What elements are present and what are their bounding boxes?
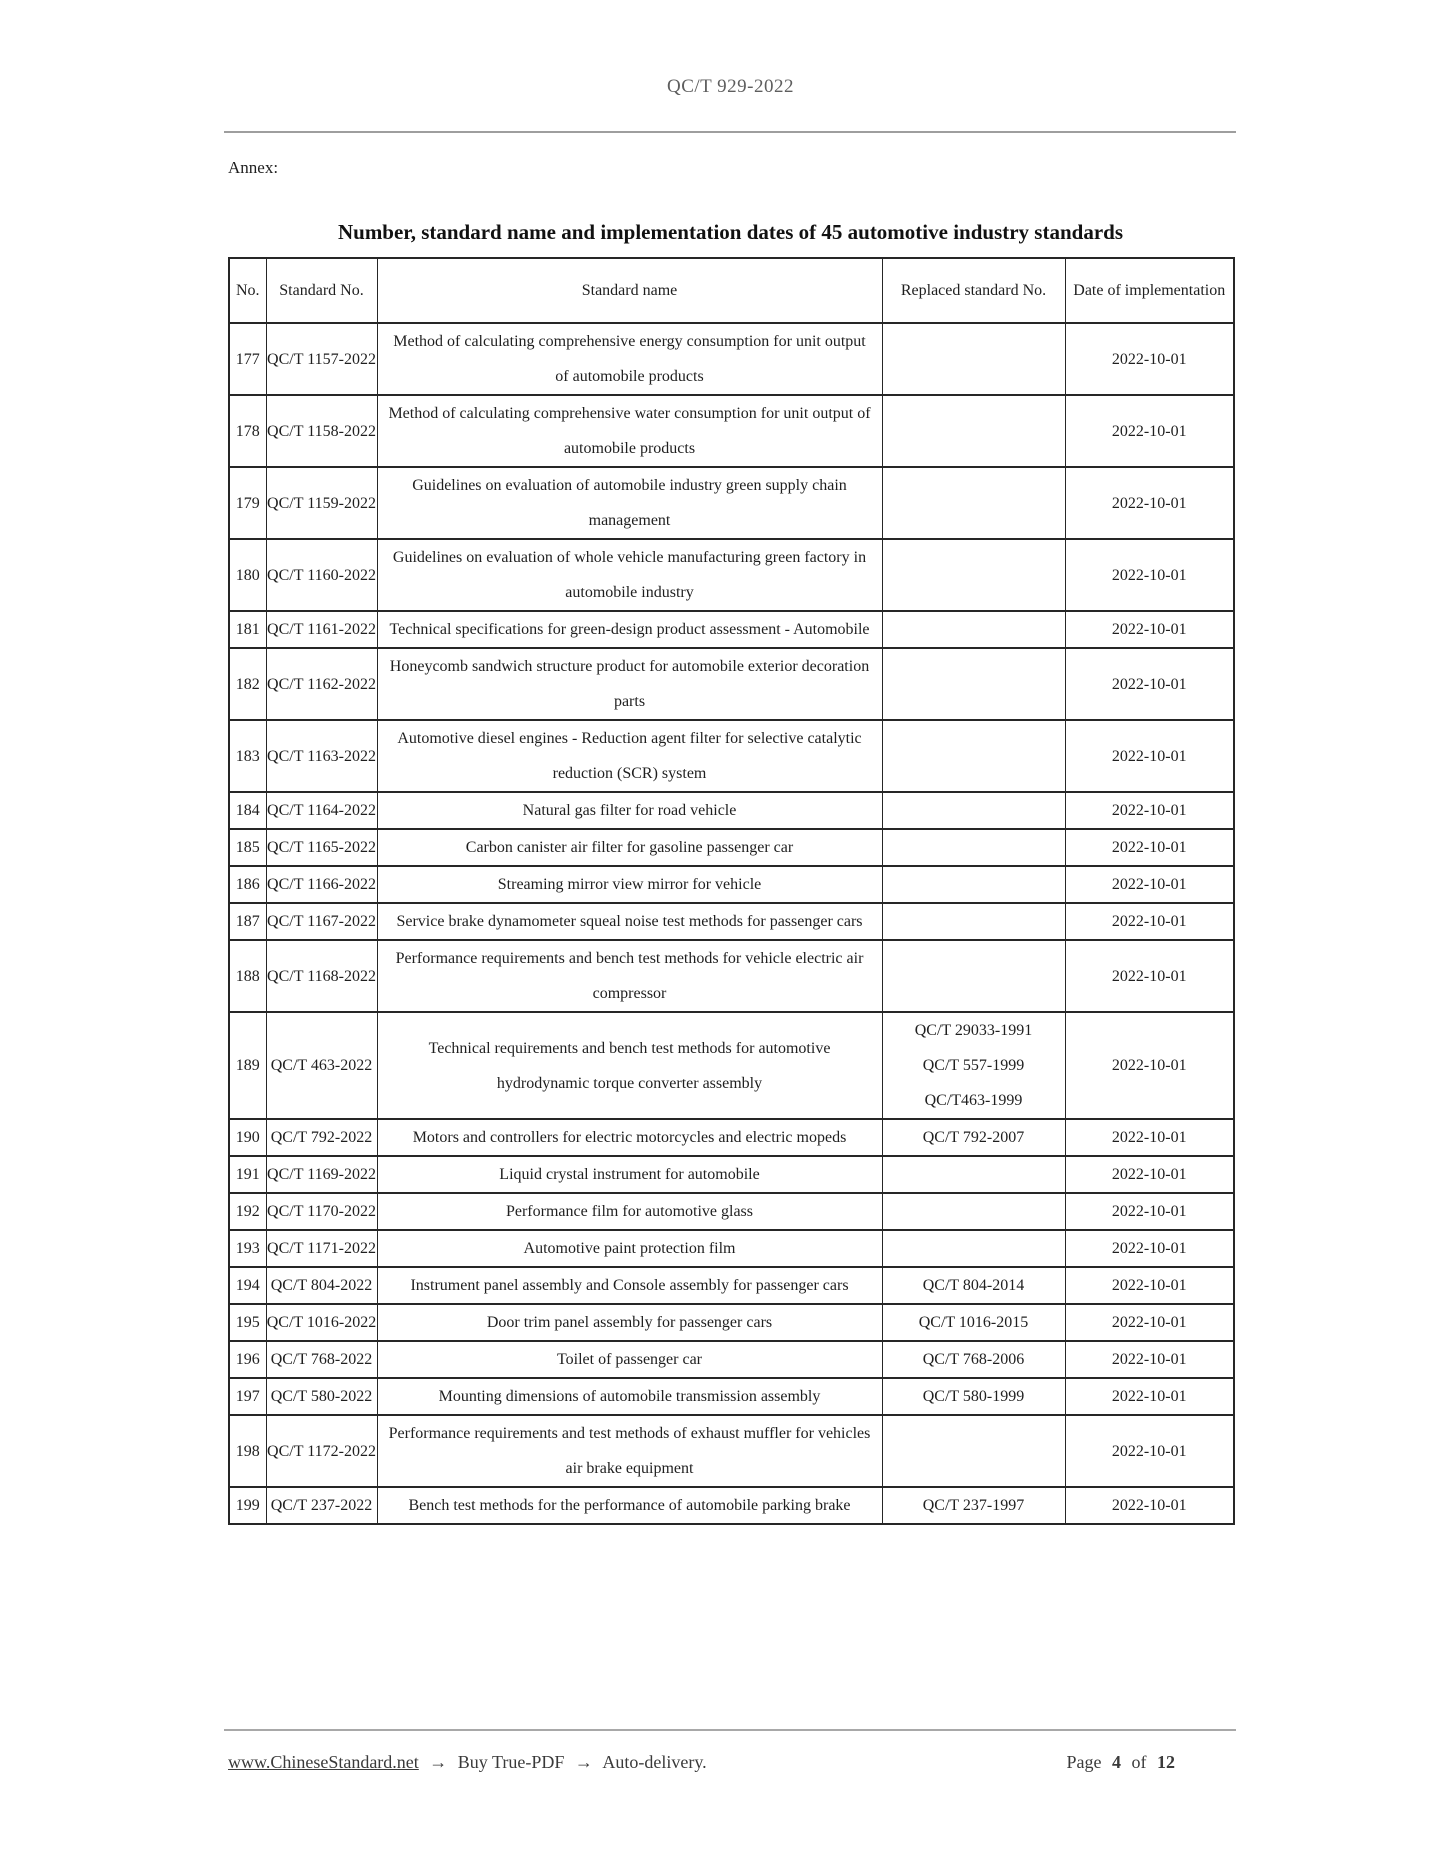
standard-name-cell: Method of calculating comprehensive energy consumption for unit output of automobile products <box>377 323 882 395</box>
implementation-date-cell: 2022-10-01 <box>1065 1487 1234 1524</box>
standard-name-cell: Performance film for automotive glass <box>377 1193 882 1230</box>
implementation-date-cell: 2022-10-01 <box>1065 1341 1234 1378</box>
table-row <box>229 792 1234 829</box>
standard-no-cell: QC/T 1161-2022 <box>266 611 377 648</box>
footer-divider <box>224 1729 1236 1731</box>
standard-name-cell: Instrument panel assembly and Console assembly for passenger cars <box>377 1267 882 1304</box>
replaced-standard-cell <box>882 792 1065 829</box>
table-row <box>229 1487 1234 1524</box>
standard-no-cell: QC/T 792-2022 <box>266 1119 377 1156</box>
standard-name-cell: Motors and controllers for electric motorcycles and electric mopeds <box>377 1119 882 1156</box>
implementation-date-cell: 2022-10-01 <box>1065 323 1234 395</box>
table-row <box>229 467 1234 539</box>
replaced-standard-cell <box>882 1378 1065 1415</box>
standard-no-cell: QC/T 1172-2022 <box>266 1415 377 1487</box>
standard-no-cell: QC/T 804-2022 <box>266 1267 377 1304</box>
standard-name-cell: Door trim panel assembly for passenger cars <box>377 1304 882 1341</box>
replaced-standard-entry: QC/T 768-2006 <box>922 1351 1025 1368</box>
implementation-date-cell: 2022-10-01 <box>1065 940 1234 1012</box>
table-row <box>229 1267 1234 1304</box>
replaced-standard-cell <box>882 539 1065 611</box>
row-number-cell: 180 <box>229 539 266 611</box>
replaced-standard-cell <box>882 1341 1065 1378</box>
column-header-replaced-standard-no: Replaced standard No. <box>882 258 1065 323</box>
row-number-cell: 181 <box>229 611 266 648</box>
standard-name-cell: Method of calculating comprehensive water consumption for unit output of automobile products <box>377 395 882 467</box>
replaced-standard-entry: QC/T463-1999 <box>924 1092 1023 1109</box>
replaced-standard-cell <box>882 903 1065 940</box>
row-number-cell: 191 <box>229 1156 266 1193</box>
implementation-date-cell: 2022-10-01 <box>1065 467 1234 539</box>
standard-name-cell: Performance requirements and bench test methods for vehicle electric air compressor <box>377 940 882 1012</box>
standard-no-cell: QC/T 1157-2022 <box>266 323 377 395</box>
implementation-date-cell: 2022-10-01 <box>1065 1230 1234 1267</box>
standard-name-cell: Automotive diesel engines - Reduction agent filter for selective catalytic reduction (SCR) system <box>377 720 882 792</box>
table-row <box>229 323 1234 395</box>
standard-name-cell: Technical specifications for green-design product assessment - Automobile <box>377 611 882 648</box>
table-row <box>229 829 1234 866</box>
standard-name-cell: Honeycomb sandwich structure product for automobile exterior decoration parts <box>377 648 882 720</box>
implementation-date-cell: 2022-10-01 <box>1065 648 1234 720</box>
standard-no-cell: QC/T 1165-2022 <box>266 829 377 866</box>
implementation-date-cell: 2022-10-01 <box>1065 1378 1234 1415</box>
table-row <box>229 611 1234 648</box>
replaced-standard-entry: QC/T 237-1997 <box>922 1497 1025 1514</box>
standard-no-cell: QC/T 463-2022 <box>266 1012 377 1119</box>
page-indicator <box>1067 1752 1176 1773</box>
standard-name-cell: Technical requirements and bench test methods for automotive hydrodynamic torque converter assembly <box>377 1012 882 1119</box>
row-number-cell: 197 <box>229 1378 266 1415</box>
standard-no-cell: QC/T 1164-2022 <box>266 792 377 829</box>
column-header-date-of-implementation: Date of implementation <box>1065 258 1234 323</box>
footer-site-link[interactable]: www.ChineseStandard.net <box>228 1752 419 1772</box>
row-number-cell: 192 <box>229 1193 266 1230</box>
replaced-standard-cell <box>882 866 1065 903</box>
implementation-date-cell: 2022-10-01 <box>1065 792 1234 829</box>
standard-no-cell: QC/T 1170-2022 <box>266 1193 377 1230</box>
replaced-standard-cell <box>882 1230 1065 1267</box>
standard-no-cell: QC/T 1162-2022 <box>266 648 377 720</box>
replaced-standard-entry: QC/T 1016-2015 <box>918 1314 1029 1331</box>
standard-no-cell: QC/T 580-2022 <box>266 1378 377 1415</box>
implementation-date-cell: 2022-10-01 <box>1065 720 1234 792</box>
table-row <box>229 539 1234 611</box>
replaced-standard-entry: QC/T 804-2014 <box>922 1277 1025 1294</box>
row-number-cell: 182 <box>229 648 266 720</box>
row-number-cell: 194 <box>229 1267 266 1304</box>
page-label: Page <box>1066 1752 1102 1772</box>
replaced-standard-cell <box>882 467 1065 539</box>
header-divider <box>224 131 1236 133</box>
implementation-date-cell: 2022-10-01 <box>1065 1193 1234 1230</box>
standard-name-cell: Automotive paint protection film <box>377 1230 882 1267</box>
row-number-cell: 185 <box>229 829 266 866</box>
row-number-cell: 179 <box>229 467 266 539</box>
table-row <box>229 720 1234 792</box>
standard-no-cell: QC/T 1171-2022 <box>266 1230 377 1267</box>
standard-no-cell: QC/T 1158-2022 <box>266 395 377 467</box>
footer-source-line <box>228 1752 707 1773</box>
document-header-title: QC/T 929-2022 <box>666 76 794 97</box>
replaced-standard-entry: QC/T 29033-1991 <box>914 1022 1033 1039</box>
implementation-date-cell: 2022-10-01 <box>1065 1012 1234 1119</box>
standards-table <box>228 257 1235 1525</box>
standard-no-cell: QC/T 1168-2022 <box>266 940 377 1012</box>
row-number-cell: 195 <box>229 1304 266 1341</box>
replaced-standard-cell <box>882 1193 1065 1230</box>
table-row <box>229 1378 1234 1415</box>
row-number-cell: 183 <box>229 720 266 792</box>
standard-name-cell: Natural gas filter for road vehicle <box>377 792 882 829</box>
implementation-date-cell: 2022-10-01 <box>1065 1267 1234 1304</box>
implementation-date-cell: 2022-10-01 <box>1065 829 1234 866</box>
standard-no-cell: QC/T 1166-2022 <box>266 866 377 903</box>
table-row <box>229 648 1234 720</box>
replaced-standard-cell <box>882 1487 1065 1524</box>
implementation-date-cell: 2022-10-01 <box>1065 903 1234 940</box>
replaced-standard-cell <box>882 940 1065 1012</box>
standard-name-cell: Guidelines on evaluation of whole vehicle manufacturing green factory in automobile industry <box>377 539 882 611</box>
standard-name-cell: Bench test methods for the performance of automobile parking brake <box>377 1487 882 1524</box>
arrow-icon: → <box>429 1752 448 1772</box>
row-number-cell: 190 <box>229 1119 266 1156</box>
implementation-date-cell: 2022-10-01 <box>1065 1119 1234 1156</box>
standard-no-cell: QC/T 1159-2022 <box>266 467 377 539</box>
table-row <box>229 1230 1234 1267</box>
standard-name-cell: Toilet of passenger car <box>377 1341 882 1378</box>
table-row <box>229 1415 1234 1487</box>
annex-label: Annex: <box>228 158 279 177</box>
standard-name-cell: Guidelines on evaluation of automobile industry green supply chain management <box>377 467 882 539</box>
row-number-cell: 177 <box>229 323 266 395</box>
replaced-standard-cell <box>882 1267 1065 1304</box>
standard-no-cell: QC/T 1016-2022 <box>266 1304 377 1341</box>
standard-no-cell: QC/T 768-2022 <box>266 1341 377 1378</box>
page-footer <box>228 1752 1233 1773</box>
standard-no-cell: QC/T 1163-2022 <box>266 720 377 792</box>
replaced-standard-cell <box>882 1304 1065 1341</box>
table-row <box>229 940 1234 1012</box>
row-number-cell: 193 <box>229 1230 266 1267</box>
standard-no-cell: QC/T 1167-2022 <box>266 903 377 940</box>
row-number-cell: 196 <box>229 1341 266 1378</box>
column-header-standard-no: Standard No. <box>266 258 377 323</box>
standard-name-cell: Performance requirements and test methods of exhaust muffler for vehicles air brake equipment <box>377 1415 882 1487</box>
row-number-cell: 184 <box>229 792 266 829</box>
replaced-standard-cell <box>882 1415 1065 1487</box>
row-number-cell: 199 <box>229 1487 266 1524</box>
table-row <box>229 395 1234 467</box>
replaced-standard-cell <box>882 611 1065 648</box>
replaced-standard-cell <box>882 829 1065 866</box>
table-row <box>229 1304 1234 1341</box>
current-page-number: 4 <box>1112 1752 1121 1772</box>
total-pages-number: 12 <box>1157 1752 1175 1772</box>
replaced-standard-cell <box>882 395 1065 467</box>
implementation-date-cell: 2022-10-01 <box>1065 1156 1234 1193</box>
implementation-date-cell: 2022-10-01 <box>1065 1415 1234 1487</box>
row-number-cell: 178 <box>229 395 266 467</box>
table-row <box>229 1156 1234 1193</box>
row-number-cell: 198 <box>229 1415 266 1487</box>
table-row <box>229 1341 1234 1378</box>
replaced-standard-entry: QC/T 580-1999 <box>922 1388 1025 1405</box>
table-row <box>229 903 1234 940</box>
row-number-cell: 187 <box>229 903 266 940</box>
of-label: of <box>1131 1752 1147 1772</box>
table-row <box>229 866 1234 903</box>
standard-no-cell: QC/T 1160-2022 <box>266 539 377 611</box>
row-number-cell: 186 <box>229 866 266 903</box>
replaced-standard-entry: QC/T 557-1999 <box>922 1057 1025 1074</box>
standard-name-cell: Streaming mirror view mirror for vehicle <box>377 866 882 903</box>
table-row <box>229 1119 1234 1156</box>
table-header-row <box>229 258 1234 323</box>
standard-name-cell: Mounting dimensions of automobile transmission assembly <box>377 1378 882 1415</box>
standard-name-cell: Carbon canister air filter for gasoline passenger car <box>377 829 882 866</box>
arrow-icon: → <box>574 1752 593 1772</box>
footer-buy-label: Buy True-PDF <box>457 1752 565 1772</box>
table-title: Number, standard name and implementation dates of 45 automotive industry standards <box>337 220 1124 244</box>
replaced-standard-cell <box>882 648 1065 720</box>
implementation-date-cell: 2022-10-01 <box>1065 539 1234 611</box>
row-number-cell: 188 <box>229 940 266 1012</box>
replaced-standard-cell <box>882 1012 1065 1119</box>
column-header-no: No. <box>229 258 266 323</box>
row-number-cell: 189 <box>229 1012 266 1119</box>
table-row <box>229 1012 1234 1119</box>
footer-delivery-label: Auto-delivery. <box>602 1752 707 1772</box>
replaced-standard-cell <box>882 720 1065 792</box>
implementation-date-cell: 2022-10-01 <box>1065 1304 1234 1341</box>
replaced-standard-entry: QC/T 792-2007 <box>922 1129 1025 1146</box>
replaced-standard-cell <box>882 323 1065 395</box>
implementation-date-cell: 2022-10-01 <box>1065 395 1234 467</box>
implementation-date-cell: 2022-10-01 <box>1065 611 1234 648</box>
table-row <box>229 1193 1234 1230</box>
replaced-standard-cell <box>882 1119 1065 1156</box>
implementation-date-cell: 2022-10-01 <box>1065 866 1234 903</box>
standard-name-cell: Liquid crystal instrument for automobile <box>377 1156 882 1193</box>
standard-name-cell: Service brake dynamometer squeal noise test methods for passenger cars <box>377 903 882 940</box>
standard-no-cell: QC/T 1169-2022 <box>266 1156 377 1193</box>
column-header-standard-name: Standard name <box>377 258 882 323</box>
standard-no-cell: QC/T 237-2022 <box>266 1487 377 1524</box>
replaced-standard-cell <box>882 1156 1065 1193</box>
